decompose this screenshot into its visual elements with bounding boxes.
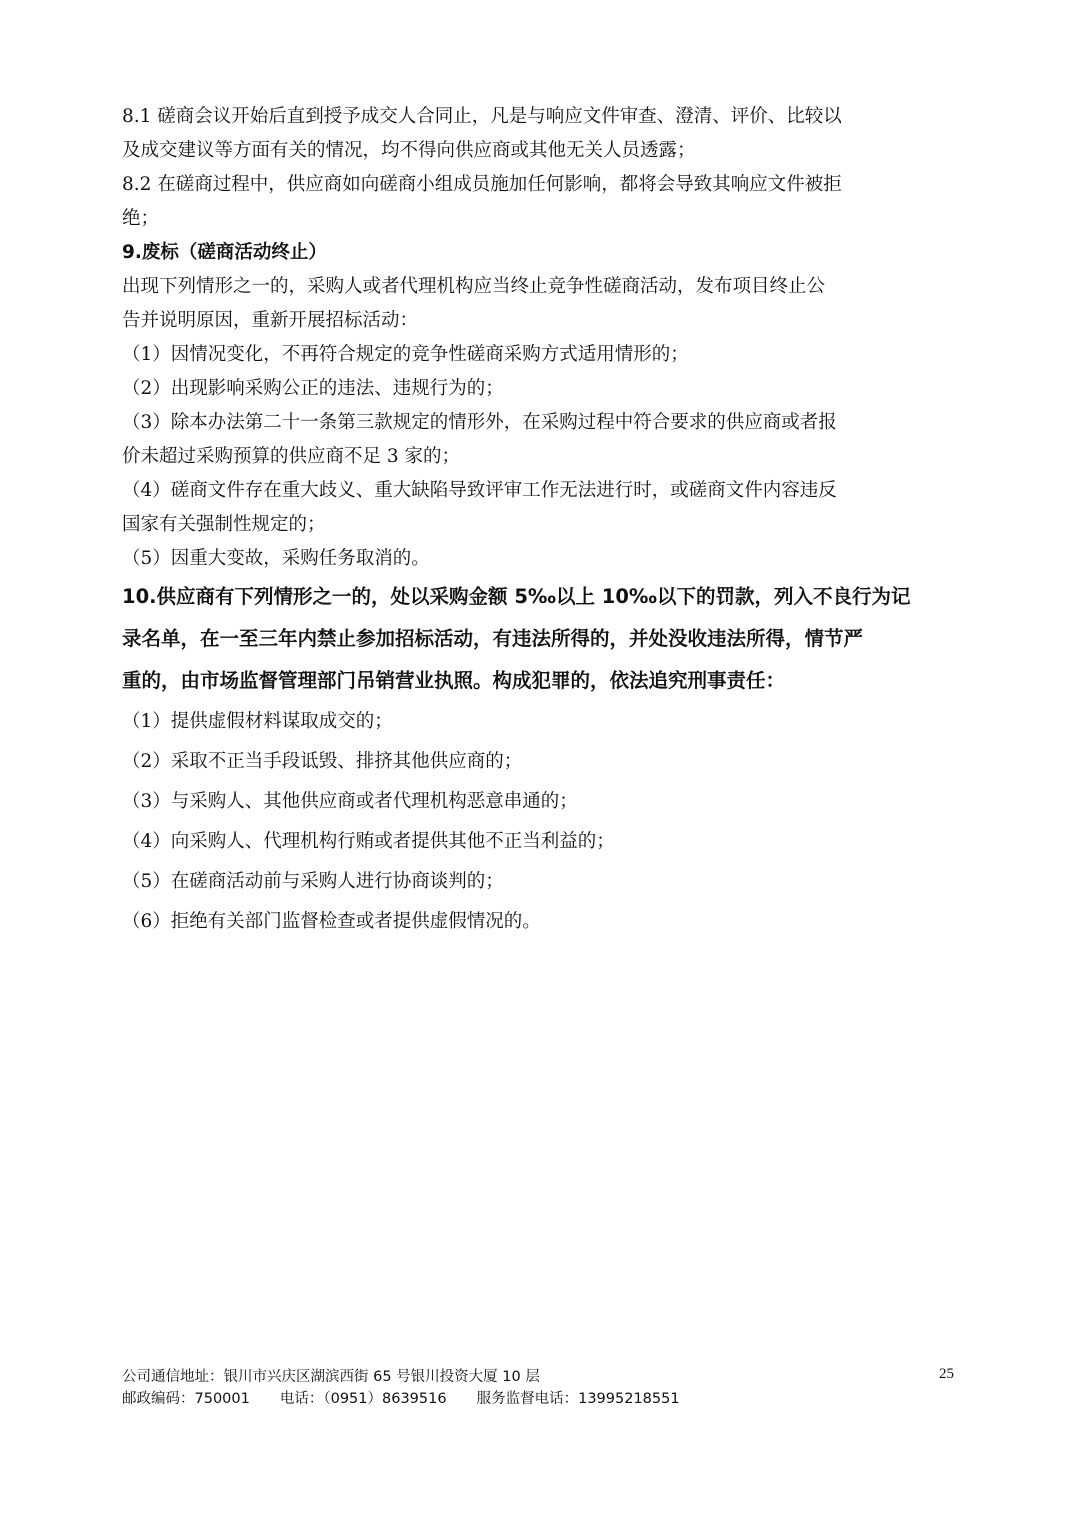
section-10-item-6: （6）拒绝有关部门监督检查或者提供虚假情况的。 (122, 911, 541, 932)
section-9-item-5: （5）因重大变故，采购任务取消的。 (122, 548, 430, 569)
page-footer (122, 1366, 954, 1410)
footer-contact-row (122, 1388, 954, 1410)
section-9-item-3-line-1: （3）除本办法第二十一条第三款规定的情形外，在采购过程中符合要求的供应商或者报 (122, 412, 837, 433)
section-9-intro-line-1: 出现下列情形之一的，采购人或者代理机构应当终止竞争性磋商活动，发布项目终止公 (122, 276, 826, 297)
section-10-heading-line-2: 录名单，在一至三年内禁止参加招标活动，有违法所得的，并处没收违法所得，情节严 (122, 627, 864, 650)
section-10-heading-line-1: 10.供应商有下列情形之一的，处以采购金额 5‰以上 10‰以下的罚款，列入不良行为记 (122, 585, 911, 608)
section-9-item-4-line-2: 国家有关强制性规定的； (122, 514, 326, 535)
section-10-item-4: （4）向采购人、代理机构行贿或者提供其他不正当利益的； (122, 831, 615, 852)
paragraph-8-2-line-2: 绝； (122, 208, 160, 229)
section-9-heading: 9.废标（磋商活动终止） (122, 242, 327, 263)
section-10-heading-line-3: 重的，由市场监督管理部门吊销营业执照。构成犯罪的，依法追究刑事责任： (122, 669, 786, 692)
paragraph-8-1-line-2: 及成交建议等方面有关的情况，均不得向供应商或其他无关人员透露； (122, 140, 696, 161)
paragraph-8-1-line-1: 8.1 磋商会议开始后直到授予成交人合同止，凡是与响应文件审查、澄清、评价、比较以 (122, 106, 842, 127)
section-10-item-2: （2）采取不正当手段诋毁、排挤其他供应商的； (122, 751, 523, 772)
paragraph-8-2-line-1: 8.2 在磋商过程中，供应商如向磋商小组成员施加任何影响，都将会导致其响应文件被拒 (122, 174, 842, 195)
section-9-item-2: （2）出现影响采购公正的违法、违规行为的； (122, 378, 504, 399)
page-number: 25 (939, 1366, 954, 1382)
footer-phone: 电话：（0951）8639516 (279, 1391, 447, 1407)
footer-postcode: 邮政编码：750001 (122, 1391, 250, 1407)
section-9-item-4-line-1: （4）磋商文件存在重大歧义、重大缺陷导致评审工作无法进行时，或磋商文件内容违反 (122, 480, 837, 501)
section-10-item-1: （1）提供虚假材料谋取成交的； (122, 711, 393, 732)
footer-address: 公司通信地址：银川市兴庆区湖滨西街 65 号银川投资大厦 10 层 (122, 1369, 540, 1385)
document-body (122, 100, 954, 942)
section-9-item-1: （1）因情况变化，不再符合规定的竞争性磋商采购方式适用情形的； (122, 344, 689, 365)
section-10-item-5: （5）在磋商活动前与采购人进行协商谈判的； (122, 871, 504, 892)
section-9-intro-line-2: 告并说明原因，重新开展招标活动： (122, 310, 419, 331)
section-10-item-3: （3）与采购人、其他供应商或者代理机构恶意串通的； (122, 791, 578, 812)
footer-service-phone: 服务监督电话：13995218551 (476, 1391, 680, 1407)
section-9-item-3-line-2: 价未超过采购预算的供应商不足 3 家的； (122, 446, 461, 467)
